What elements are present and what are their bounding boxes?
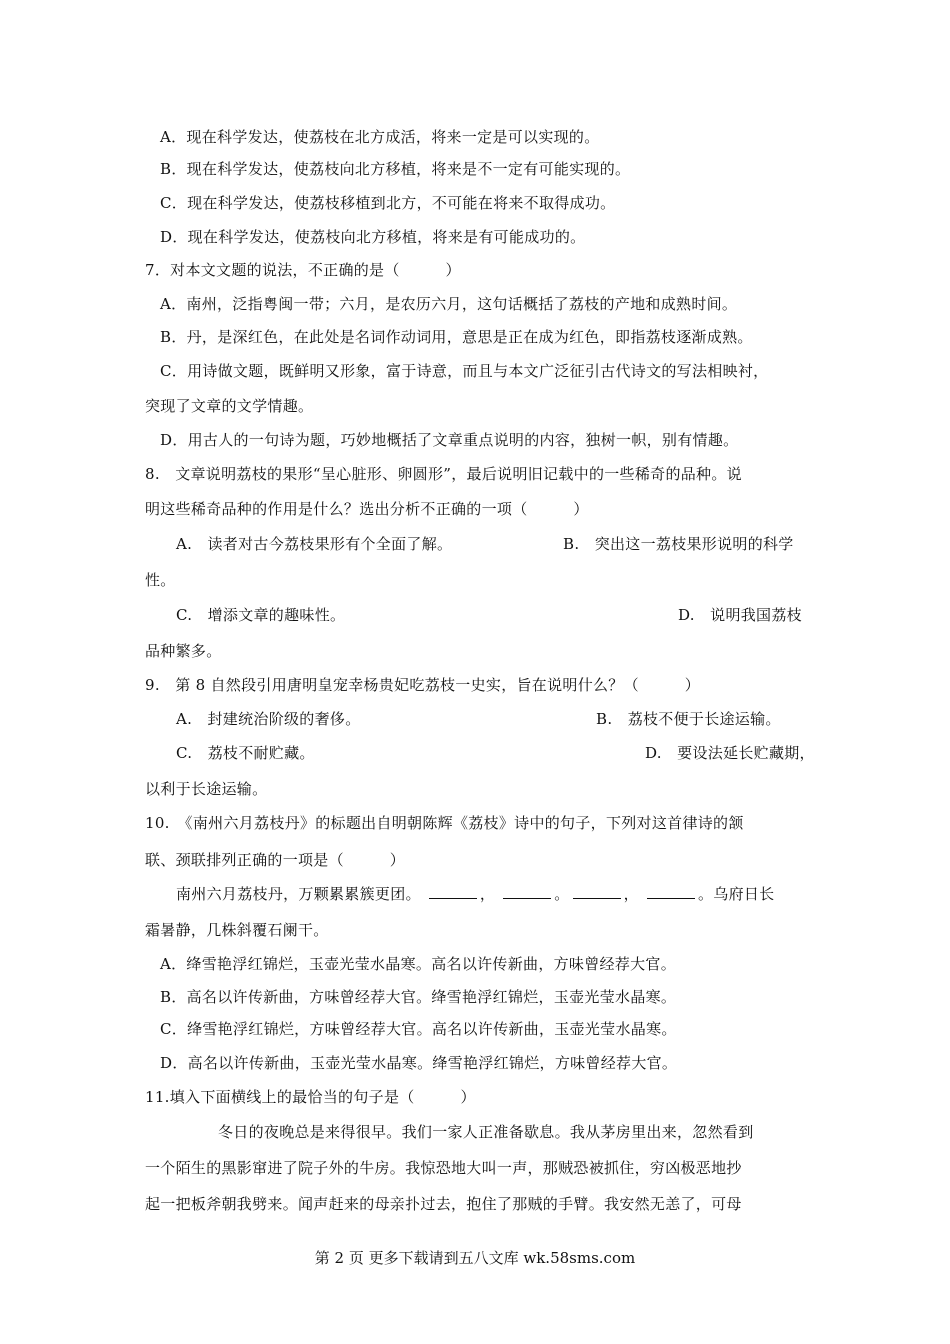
poem-end: 。乌府日长 <box>697 885 775 903</box>
q7-stem: 7．对本文文题的说法，不正确的是（ ） <box>145 261 461 279</box>
q6-option-b: B．现在科学发达，使荔枝向北方移植，将来是不一定有可能实现的。 <box>160 160 631 178</box>
q7-option-c-cont: 突现了文章的文学情趣。 <box>145 397 314 415</box>
q10-option-c: C．绛雪艳浮红锦烂，方味曾经荐大官。高名以许传新曲，玉壶光莹水晶寒。 <box>160 1020 677 1038</box>
poem-sep-1: ， <box>479 885 496 903</box>
q8-option-c: C. 增添文章的趣味性。 <box>176 606 346 624</box>
poem-sep-3: ， <box>623 885 639 903</box>
q7-option-b: B．丹，是深红色，在此处是名词作动词用，意思是正在成为红色，即指荔枝逐渐成熟。 <box>160 328 753 346</box>
q11-passage-line1: 冬日的夜晚总是来得很早。我们一家人正准备歇息。我从茅房里出来，忽然看到 <box>218 1123 754 1141</box>
poem-start: 南州六月荔枝丹，万颗累累簇更团。 <box>176 885 421 903</box>
q8-option-a: A. 读者对古今荔枝果形有个全面了解。 <box>176 535 453 553</box>
q8-option-b-cont: 性。 <box>145 571 176 589</box>
page-footer: 第 2 页 更多下载请到五八文库 wk.58sms.com <box>314 1249 636 1267</box>
q11-stem: 11.填入下面横线上的最恰当的句子是（ ） <box>145 1088 476 1106</box>
q8-option-d: D. 说明我国荔枝 <box>678 606 802 624</box>
q9-option-c: C. 荔枝不耐贮藏。 <box>176 744 315 762</box>
q8-option-d-cont: 品种繁多。 <box>145 642 222 660</box>
q6-option-a: A．现在科学发达，使荔枝在北方成活，将来一定是可以实现的。 <box>160 128 600 146</box>
q6-option-c: C．现在科学发达，使荔枝移植到北方，不可能在将来不取得成功。 <box>160 194 616 212</box>
poem-sep-2: 。 <box>554 885 570 903</box>
q10-poem-line1 <box>176 884 775 904</box>
q8-stem-cont: 明这些稀奇品种的作用是什么？选出分析不正确的一项（ ） <box>145 500 589 518</box>
q9-option-d-cont: 以利于长途运输。 <box>145 780 268 798</box>
poem-blank-2 <box>503 884 551 899</box>
q7-option-a: A．南州，泛指粤闽一带；六月，是农历六月，这句话概括了荔枝的产地和成熟时间。 <box>160 295 738 313</box>
poem-blank-3 <box>573 884 621 899</box>
q11-passage-line2: 一个陌生的黑影窜进了院子外的牛房。我惊恐地大叫一声，那贼恐被抓住，穷凶极恶地抄 <box>145 1159 742 1177</box>
q9-option-a: A. 封建统治阶级的奢侈。 <box>176 710 361 728</box>
q6-option-d: D．现在科学发达，使荔枝向北方移植，将来是有可能成功的。 <box>160 228 586 246</box>
q8-option-b: B. 突出这一荔枝果形说明的科学 <box>563 535 794 553</box>
q11-passage-line3: 起一把板斧朝我劈来。闻声赶来的母亲扑过去，抱住了那贼的手臂。我安然无恙了，可母 <box>145 1195 742 1213</box>
q10-stem-cont: 联、颈联排列正确的一项是（ ） <box>145 851 406 869</box>
q8-stem: 8. 文章说明荔枝的果形“呈心脏形、卵圆形”，最后说明旧记载中的一些稀奇的品种。说 <box>145 465 742 483</box>
q9-option-b: B. 荔枝不便于长途运输。 <box>596 710 781 728</box>
q10-option-a: A．绛雪艳浮红锦烂，玉壶光莹水晶寒。高名以许传新曲，方味曾经荐大官。 <box>160 955 677 973</box>
q9-option-d: D. 要设法延长贮藏期， <box>645 744 815 762</box>
q10-stem: 10. 《南州六月荔枝丹》的标题出自明朝陈辉《荔枝》诗中的句子，下列对这首律诗的颔 <box>145 814 744 832</box>
poem-blank-1 <box>429 884 477 899</box>
q10-option-d: D．高名以许传新曲，玉壶光莹水晶寒。绛雪艳浮红锦烂，方味曾经荐大官。 <box>160 1054 678 1072</box>
q7-option-d: D．用古人的一句诗为题，巧妙地概括了文章重点说明的内容，独树一帜，别有情趣。 <box>160 431 739 449</box>
q9-stem: 9. 第 8 自然段引用唐明皇宠幸杨贵妃吃荔枝一史实，旨在说明什么？（ ） <box>145 676 701 694</box>
q7-option-c: C．用诗做文题，既鲜明又形象，富于诗意，而且与本文广泛征引古代诗文的写法相映衬， <box>160 362 769 380</box>
q10-option-b: B．高名以许传新曲，方味曾经荐大官。绛雪艳浮红锦烂，玉壶光莹水晶寒。 <box>160 988 677 1006</box>
poem-blank-4 <box>647 884 695 899</box>
q10-poem-line2: 霜暑静，几株斜覆石阑干。 <box>145 921 329 939</box>
